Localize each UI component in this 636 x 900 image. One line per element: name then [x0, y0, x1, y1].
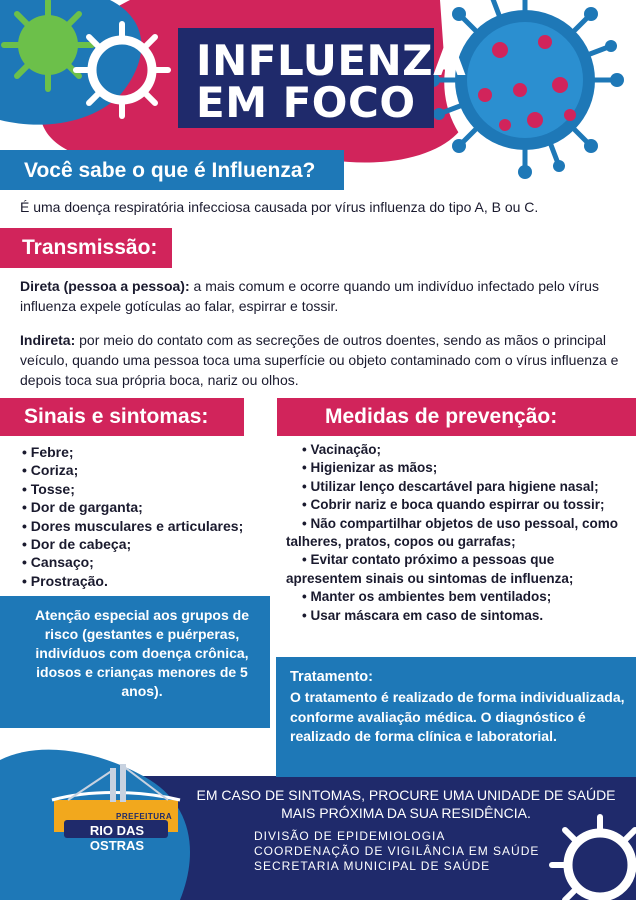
symptoms-list [22, 443, 243, 590]
direct-transmission [20, 276, 620, 316]
list-item: • Coriza; [22, 461, 243, 479]
indirect-label: Indireta: [20, 332, 76, 348]
transmission-heading: Transmissão: [0, 228, 172, 268]
indirect-transmission [20, 330, 620, 390]
list-item: • Vacinação; [286, 441, 626, 459]
page-title-line1: INFLUENZA [196, 36, 467, 85]
treatment-box [276, 657, 636, 777]
direct-label: Direta (pessoa a pessoa): [20, 278, 190, 294]
department-line: COORDENAÇÃO DE VIGILÂNCIA EM SAÚDE [254, 844, 540, 858]
question-heading: Você sabe o que é Influenza? [24, 159, 316, 182]
prevention-heading: Medidas de prevenção: [277, 398, 636, 436]
footer-call-to-action: EM CASO DE SINTOMAS, PROCURE UMA UNIDADE DE SAÚDE MAIS PRÓXIMA DA SUA RESIDÊNCIA. [196, 787, 616, 821]
department-line: DIVISÃO DE EPIDEMIOLOGIA [254, 829, 446, 843]
list-item: • Dor de cabeça; [22, 535, 243, 553]
list-item: • Higienizar as mãos; [286, 459, 626, 477]
footer-departments [254, 829, 539, 874]
list-item: • Utilizar lenço descartável para higiene nasal; [286, 478, 626, 496]
list-item: • Dores musculares e articulares; [22, 517, 243, 535]
logo-prefeitura: PREFEITURA [116, 812, 173, 821]
list-item: • Dor de garganta; [22, 498, 243, 516]
treatment-text: O tratamento é realizado de forma individualizada, conforme avaliação médica. O diagnóstico é realizado de forma clínica e laboratorial. [290, 689, 625, 744]
treatment-title: Tratamento: [290, 669, 373, 685]
prevention-list [286, 441, 626, 625]
list-item: • Manter os ambientes bem ventilados; [286, 588, 626, 606]
list-item: • Prostração. [22, 572, 243, 590]
logo-city-name: RIO DAS OSTRAS [89, 823, 145, 853]
list-item: • Febre; [22, 443, 243, 461]
indirect-text: por meio do contato com as secreções de outros doentes, sendo as mãos o principal veículo, quando uma pessoa toca uma superfície ou objeto contaminado com o vírus influenza e depois toca sua própria boca, nariz ou olhos. [20, 332, 619, 388]
intro-text: É uma doença respiratória infecciosa causada por vírus influenza do tipo A, B ou C. [20, 199, 539, 215]
symptoms-heading: Sinais e sintomas: [0, 398, 244, 436]
green-virus-icon [4, 1, 92, 89]
department-line: SECRETARIA MUNICIPAL DE SAÚDE [254, 859, 491, 873]
list-item: • Evitar contato próximo a pessoas que apresentem sinais ou sintomas de influenza; [286, 551, 626, 588]
list-item: • Tosse; [22, 480, 243, 498]
direct-text: a mais comum e ocorre quando um indivíduo infectado pelo vírus influenza expele gotículas ao falar, espirrar e tossir. [20, 278, 599, 314]
attention-text: Atenção especial aos grupos de risco (gestantes e puérperas, indivíduos com doença crônica, idosos e crianças menores de 5 anos). [35, 607, 249, 699]
list-item: • Cobrir nariz e boca quando espirrar ou tossir; [286, 496, 626, 514]
list-item: • Cansaço; [22, 553, 243, 571]
list-item: • Usar máscara em caso de sintomas. [286, 607, 626, 625]
page-title-line2: EM FOCO [196, 78, 416, 127]
question-banner [0, 150, 344, 190]
white-virus-icon [552, 817, 635, 900]
list-item: • Não compartilhar objetos de uso pessoal, como talheres, pratos, copos ou garrafas; [286, 515, 626, 552]
